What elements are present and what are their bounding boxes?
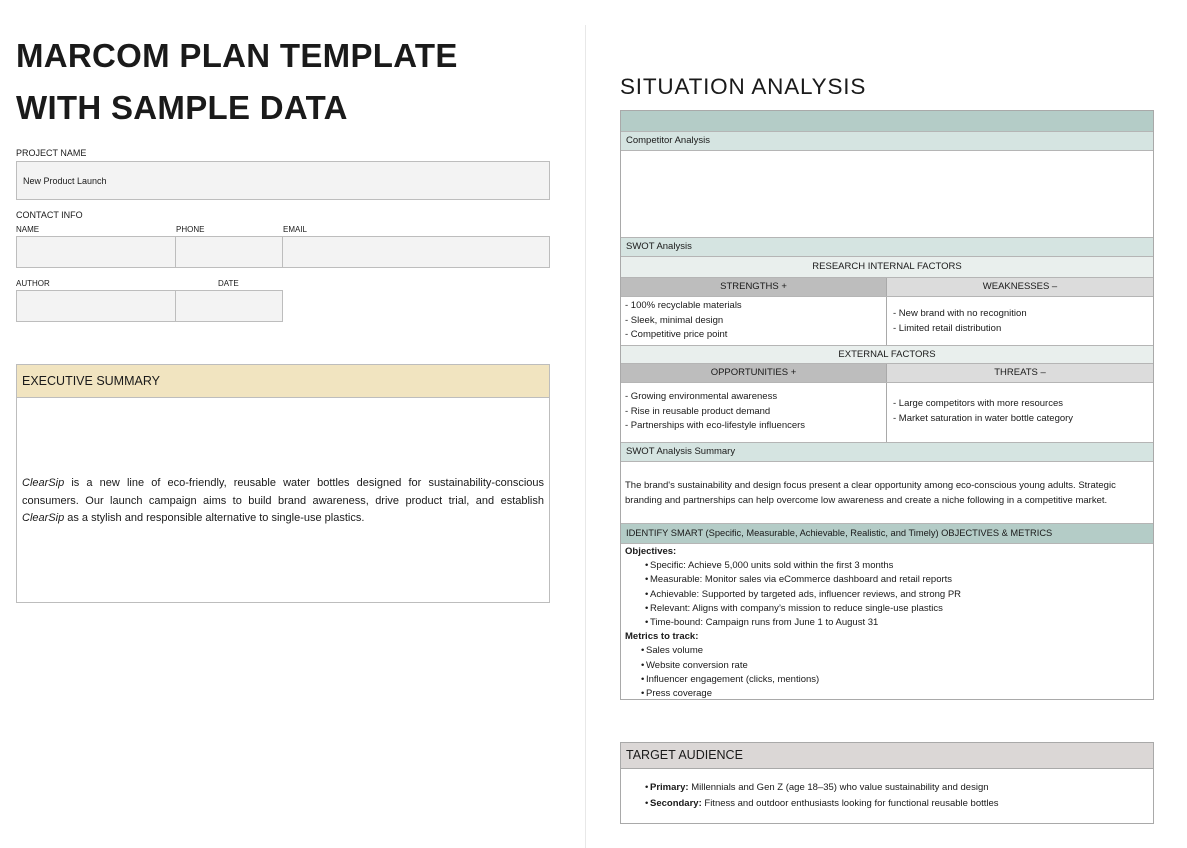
sa-header-band: [621, 111, 1153, 132]
author-field[interactable]: [16, 290, 176, 322]
secondary-text: Fitness and outdoor enthusiasts looking for functional reusable bottles: [701, 797, 999, 809]
date-label: DATE: [218, 279, 239, 288]
contact-name-label: NAME: [16, 225, 40, 234]
exec-text-part-1: is a new line of eco-friendly, reusable water bottles designed for sustainability-conscious consumers. Our launch campaign aims to build brand awareness, drive product trial, and establish: [22, 477, 544, 507]
contact-name-field[interactable]: [16, 236, 176, 268]
objectives-label: Objectives:: [625, 546, 677, 557]
threats-heading: THREATS –: [887, 364, 1153, 382]
swot-internal-content: [621, 297, 1153, 346]
contact-phone-label: PHONE: [176, 225, 205, 234]
primary-audience: [645, 780, 1153, 796]
project-name-label: PROJECT NAME: [16, 148, 87, 158]
smart-objectives-label: IDENTIFY SMART (Specific, Measurable, Achievable, Realistic, and Timely) OBJECTIVES & METRICS: [621, 524, 1153, 544]
threat-item: - Market saturation in water bottle category: [893, 412, 1074, 424]
column-divider: [585, 25, 586, 848]
primary-label: Primary:: [650, 782, 689, 793]
title-line-2: WITH SAMPLE DATA: [16, 89, 348, 126]
metric-item: • Influencer engagement (clicks, mentions): [641, 673, 1149, 687]
weakness-item: - New brand with no recognition: [893, 308, 1027, 319]
project-name-field[interactable]: [16, 161, 550, 200]
brand-name: ClearSip: [22, 477, 65, 489]
objective-item: • Achievable: Supported by targeted ads, influencer reviews, and strong PR: [645, 588, 1149, 602]
page-title: [16, 30, 458, 134]
weakness-item: - Limited retail distribution: [893, 322, 1002, 334]
swot-external-content: [621, 383, 1153, 443]
swot-summary-text: The brand's sustainability and design focus present a clear opportunity among eco-conscious young adults. Strategic branding and partnerships can help overcome low awareness and create a niche following in a competitive market.: [621, 462, 1153, 524]
opportunity-item: - Rise in reusable product demand: [625, 405, 771, 417]
objective-item: • Specific: Achieve 5,000 units sold within the first 3 months: [645, 559, 1149, 573]
strength-item: - 100% recyclable materials: [625, 300, 742, 311]
contact-info-label: CONTACT INFO: [16, 210, 83, 220]
executive-summary-text: [22, 475, 544, 528]
strength-item: - Sleek, minimal design: [625, 314, 724, 326]
metric-item: • Sales volume: [641, 644, 1149, 658]
strengths-list: [621, 297, 887, 345]
swot-analysis-label: SWOT Analysis: [621, 238, 1153, 257]
swot-summary-label: SWOT Analysis Summary: [621, 443, 1153, 462]
date-value: [176, 291, 282, 305]
metrics-label: Metrics to track:: [625, 631, 699, 643]
target-audience-list: [621, 769, 1153, 811]
metrics-list: [625, 644, 1149, 701]
competitor-analysis-label: Competitor Analysis: [621, 132, 1153, 151]
opportunities-heading: OPPORTUNITIES +: [621, 364, 887, 382]
swot-external-heads: [621, 364, 1153, 383]
author-label: AUTHOR: [16, 279, 50, 288]
opportunity-item: - Growing environmental awareness: [625, 391, 778, 402]
competitor-analysis-content: [621, 151, 1153, 238]
contact-name-value: [17, 237, 175, 251]
threats-list: [887, 383, 1153, 442]
objective-item: • Time-bound: Campaign runs from June 1 to August 31: [645, 616, 1149, 630]
target-audience-section: [620, 742, 1154, 824]
strength-item: - Competitive price point: [625, 329, 728, 340]
opportunities-list: [621, 383, 887, 442]
metric-item: • Press coverage: [641, 687, 1149, 701]
internal-factors-label: RESEARCH INTERNAL FACTORS: [621, 257, 1153, 278]
contact-email-field[interactable]: [282, 236, 550, 268]
contact-email-label: EMAIL: [283, 225, 308, 234]
project-name-value: New Product Launch: [23, 176, 107, 186]
date-field[interactable]: [175, 290, 283, 322]
brand-name: ClearSip: [22, 512, 65, 524]
objective-item: • Relevant: Aligns with company’s mission to reduce single-use plastics: [645, 602, 1149, 616]
executive-summary-heading: EXECUTIVE SUMMARY: [17, 365, 549, 398]
threat-item: - Large competitors with more resources: [893, 398, 1064, 409]
opportunity-item: - Partnerships with eco-lifestyle influencers: [625, 420, 806, 431]
target-audience-heading: TARGET AUDIENCE: [621, 743, 1153, 769]
executive-summary-section: [16, 364, 550, 603]
secondary-label: Secondary:: [650, 797, 702, 809]
metric-item: • Website conversion rate: [641, 659, 1149, 673]
objectives-list: [625, 559, 1149, 630]
objective-item: • Measurable: Monitor sales via eCommerce dashboard and retail reports: [645, 573, 1149, 587]
situation-analysis-table: [620, 110, 1154, 700]
smart-objectives-content: [621, 544, 1153, 701]
title-line-1: MARCOM PLAN TEMPLATE: [16, 37, 458, 74]
contact-phone-value: [176, 237, 282, 251]
weaknesses-list: [887, 297, 1153, 345]
contact-phone-field[interactable]: [175, 236, 283, 268]
contact-email-value: [283, 237, 549, 251]
author-value: [17, 291, 175, 305]
strengths-heading: STRENGTHS +: [621, 278, 887, 296]
swot-internal-heads: [621, 278, 1153, 297]
primary-text: Millennials and Gen Z (age 18–35) who value sustainability and design: [688, 782, 989, 793]
secondary-audience: [645, 796, 1153, 812]
weaknesses-heading: WEAKNESSES –: [887, 278, 1153, 296]
external-factors-label: EXTERNAL FACTORS: [621, 346, 1153, 364]
exec-text-part-2: as a stylish and responsible alternative to single-use plastics.: [64, 512, 365, 524]
situation-analysis-heading: SITUATION ANALYSIS: [620, 74, 867, 99]
